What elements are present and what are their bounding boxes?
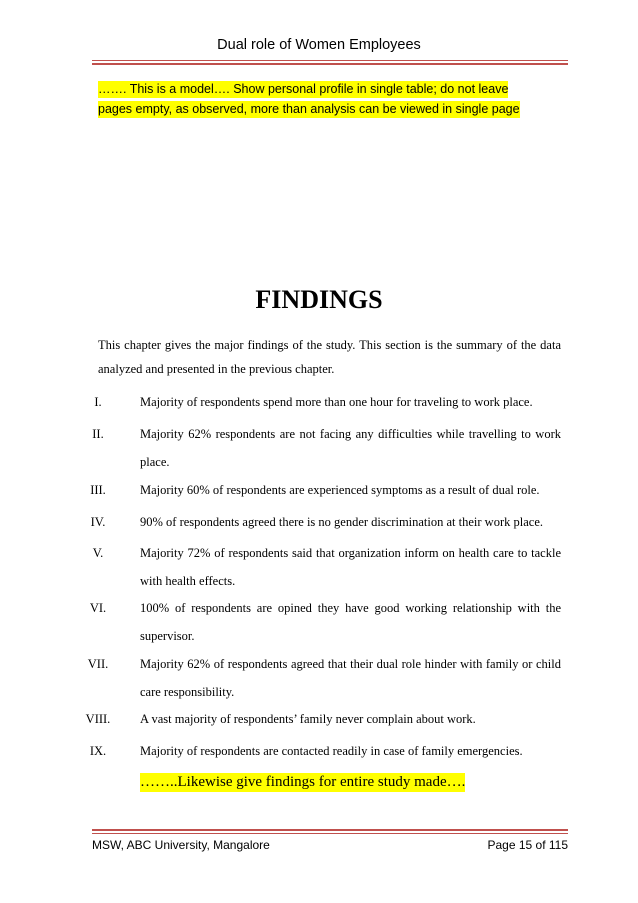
finding-text: A vast majority of respondents’ family never complain about work. — [140, 712, 476, 726]
section-title: FINDINGS — [255, 285, 383, 314]
footer-rule-thick — [92, 829, 568, 831]
header-rule-thick — [92, 63, 568, 65]
finding-text: Majority 62% of respondents agreed that their dual role hinder with family or child care responsibility. — [140, 657, 561, 699]
finding-number: IX. — [89, 744, 107, 758]
finding-number: VII. — [87, 657, 109, 671]
finding-number: IV. — [90, 515, 106, 529]
footer-institution: MSW, ABC University, Mangalore — [92, 838, 270, 852]
finding-text: 90% of respondents agreed there is no gender discrimination at their work place. — [140, 515, 543, 529]
finding-number: V. — [92, 546, 104, 560]
footer-page-number: Page 15 of 115 — [487, 838, 568, 852]
finding-text: 100% of respondents are opined they have good working relationship with the supervisor. — [140, 601, 561, 643]
finding-number: I. — [94, 395, 102, 409]
note-bottom-text: ……..Likewise give findings for entire study made…. — [140, 774, 466, 790]
header-rule — [92, 60, 568, 61]
instruction-note-bottom — [140, 774, 465, 791]
finding-number: III. — [90, 483, 106, 497]
finding-number: VI. — [89, 601, 107, 615]
footer-rule — [92, 833, 568, 834]
finding-text: Majority 72% of respondents said that organization inform on health care to tackle with health effects. — [140, 546, 561, 588]
finding-text: Majority of respondents spend more than one hour for traveling to work place. — [140, 395, 533, 409]
finding-text: Majority of respondents are contacted readily in case of family emergencies. — [140, 744, 523, 758]
finding-text: Majority 60% of respondents are experienced symptoms as a result of dual role. — [140, 483, 540, 497]
section-intro: This chapter gives the major findings of the study. This section is the summary of the data analyzed and presented in the previous chapter. — [98, 338, 561, 376]
running-header: Dual role of Women Employees — [217, 37, 421, 53]
finding-text: Majority 62% respondents are not facing any difficulties while travelling to work place. — [140, 427, 561, 469]
finding-number: II. — [92, 427, 104, 441]
finding-number: VIII. — [85, 712, 111, 726]
note-top-line-2: pages empty, as observed, more than analysis can be viewed in single page — [98, 102, 520, 116]
note-top-line-1: ……. This is a model…. Show personal profile in single table; do not leave — [98, 82, 509, 96]
instruction-note-top — [98, 79, 568, 119]
